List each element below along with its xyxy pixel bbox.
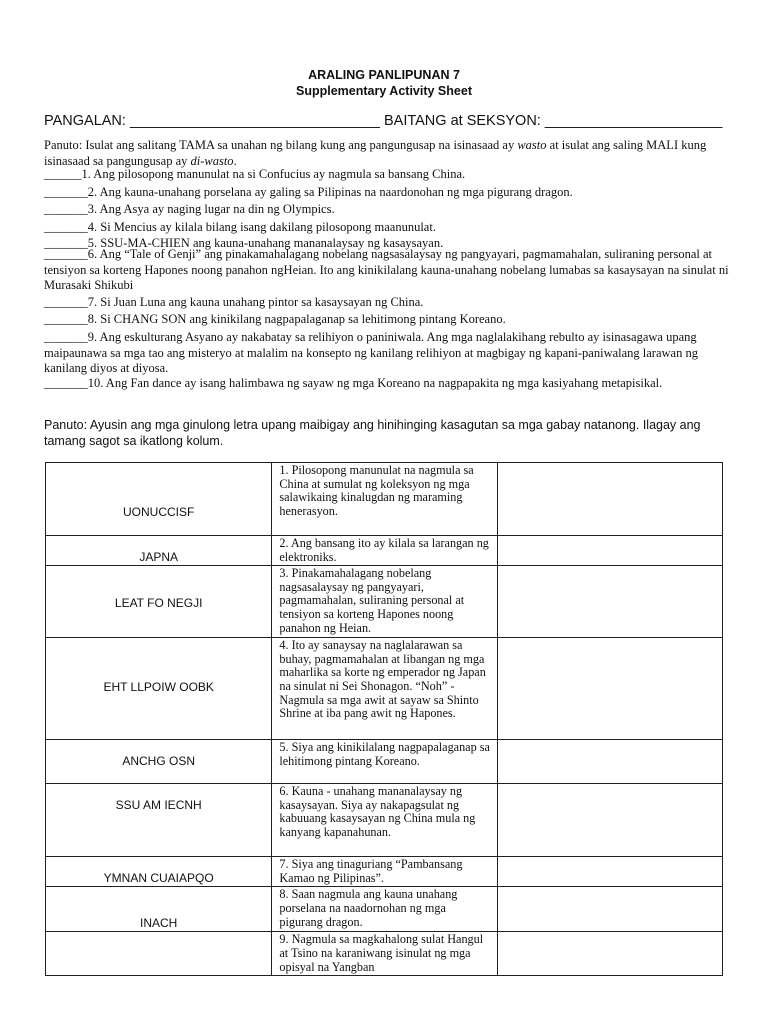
table-row — [46, 463, 723, 536]
scrambled-word-cell — [46, 784, 272, 857]
answer-cell[interactable] — [497, 566, 722, 638]
clue-cell — [272, 638, 498, 740]
true-false-item-3: _______3. Ang Asya ay naging lugar na din ng Olympics. — [44, 202, 335, 216]
clue-text: 2. Ang bansang ito ay kilala sa larangan ng elektroniks. — [279, 536, 489, 564]
scrambled-word: ANCHG OSN — [122, 754, 196, 769]
table-row — [46, 740, 723, 784]
scrambled-word: LEAT FO NEGJI — [114, 596, 203, 611]
clue-cell — [272, 887, 498, 932]
clue-cell — [272, 566, 498, 638]
clue-cell — [272, 740, 498, 784]
true-false-item-8: _______8. Si CHANG SON ang kinikilang nagpapalaganap sa lehitimong pintang Koreano. — [44, 312, 506, 326]
document-subtitle: Supplementary Activity Sheet — [296, 84, 472, 98]
clue-cell — [272, 536, 498, 566]
clue-cell — [272, 463, 498, 536]
answer-cell[interactable] — [497, 740, 722, 784]
name-section-row: PANGALAN: _______________________________ BAITANG at SEKSYON: ______________________ — [44, 113, 723, 129]
scrambled-word-cell — [46, 932, 272, 976]
part1-instruction-end: . — [233, 153, 237, 168]
clue-cell — [272, 784, 498, 857]
scrambled-word: UONUCCISF — [123, 505, 195, 519]
table-row — [46, 638, 723, 740]
scrambled-word: SSU AM IECNH — [115, 798, 202, 813]
scrambled-word: EHT LLPOIW OOBK — [103, 680, 214, 695]
answer-cell[interactable] — [497, 638, 722, 740]
scrambled-word: YMNAN CUAIAPQO — [103, 871, 214, 886]
clue-text: 9. Nagmula sa magkahalong sulat Hangul at Tsino na karaniwang isinulat ng mga opisyal na Yangban — [279, 932, 484, 974]
table-row — [46, 932, 723, 976]
true-false-item-2: _______2. Ang kauna-unahang porselana ay galing sa Pilipinas na naardonohan ng mga pigurang dragon. — [44, 185, 573, 199]
clue-text: 1. Pilosopong manunulat na nagmula sa China at sumulat ng koleksyon ng mga salawikaing kinalugdan ng maraming henerasyon. — [279, 463, 474, 518]
part1-instruction-mid: at isulat ang saling MALI kung isinasaad sa pangungusap ay — [44, 138, 707, 168]
clue-text: 4. Ito ay sanaysay na naglalarawan sa buhay, pagmamahalan at libangan ng mga maharlika sa korte ng emperador ng Japan na sinulat ni Sei Shonagon. “Noh” - Nagmula sa mga awit at sayaw sa Shinto Shrine at iba pang awit ng Hapones. — [279, 638, 486, 721]
answer-cell[interactable] — [497, 536, 722, 566]
true-false-item-10: _______10. Ang Fan dance ay isang halimbawa ng sayaw ng mga Koreano na nagpapakita ng mga kasiyahang metapisikal. — [44, 376, 663, 390]
scrambled-word-cell — [46, 463, 272, 536]
table-row — [46, 857, 723, 887]
true-false-item-7: _______7. Si Juan Luna ang kauna unahang pintor sa kasaysayan ng China. — [44, 295, 424, 309]
table-row — [46, 784, 723, 857]
answer-cell[interactable] — [497, 784, 722, 857]
answer-cell[interactable] — [497, 857, 722, 887]
scrambled-word — [46, 972, 271, 975]
true-false-item-1: ______1. Ang pilosopong manunulat na si Confucius ay nagmula sa bansang China. — [44, 167, 466, 181]
true-false-item-6: _______6. Ang “Tale of Genji” ang pinakamahalagang nobelang nagsasalaysay ng pangyayari, pagmamahalan, suliraning personal at tensiyon sa korteng Hapones noong panahon ngHeian. Ito ang kinikilalang kauna-unahang nobelang lumabas sa kasaysayan na sinulat ni Murasaki Shikubi — [44, 247, 729, 292]
true-false-item-9: _______9. Ang eskulturang Asyano ay nakabatay sa relihiyon o paniniwala. Ang mga naglalakihang rebulto ay isinasagawa upang maipaunawa sa mga tao ang misteryo at malalim na konsepto ng kanilang relihiyon at magbigay ng kapani-paniwalang larawan ng kanilang diyos at diyosa. — [44, 330, 698, 375]
true-false-item-5: _______5. SSU-MA-CHIEN ang kauna-unahang mananalaysay ng kasaysayan. — [44, 236, 444, 250]
scrambled-word-cell — [46, 536, 272, 566]
scrambled-word-cell — [46, 566, 272, 638]
true-false-item-4: _______4. Si Mencius ay kilala bilang isang dakilang pilosopong maanunulat. — [44, 220, 436, 234]
part1-instruction — [44, 138, 734, 169]
scrambled-word-cell — [46, 638, 272, 740]
clue-text: 5. Siya ang kinikilalang nagpapalaganap sa lehitimong pintang Koreano. — [279, 740, 490, 768]
clue-text: 8. Saan nagmula ang kauna unahang porselana na naadornohan ng mga pigurang dragon. — [279, 887, 458, 929]
scrambled-word: INACH — [140, 916, 178, 931]
part1-instruction-italic-2: di-wasto — [190, 153, 234, 168]
answer-cell[interactable] — [497, 932, 722, 976]
table-row — [46, 887, 723, 932]
clue-text: 3. Pinakamahalagang nobelang nagsasalaysay ng pangyayari, pagmamahalan, suliraning personal at tensiyon sa korteng Hapones noong panahon ng Heian. — [279, 566, 465, 635]
clue-text: 7. Siya ang tinaguriang “Pambansang Kamao ng Pilipinas”. — [279, 857, 463, 885]
document-title: ARALING PANLIPUNAN 7 — [308, 68, 460, 82]
table-row — [46, 536, 723, 566]
clue-text: 6. Kauna - unahang mananalaysay ng kasaysayan. Siya ay nakapagsulat ng kabuuang kasaysayan ng China mula ng kanyang kapanahunan. — [279, 784, 476, 839]
scrambled-word: JAPNA — [139, 550, 179, 565]
scrambled-word-cell — [46, 740, 272, 784]
clue-cell — [272, 857, 498, 887]
clue-cell — [272, 932, 498, 976]
part2-instruction: Panuto: Ayusin ang mga ginulong letra upang maibigay ang hinihinging kasagutan sa mga gabay natanong. Ilagay ang tamang sagot sa ikatlong kolum. — [44, 418, 701, 448]
table-row — [46, 566, 723, 638]
part1-instruction-italic: wasto — [517, 138, 547, 152]
answer-cell[interactable] — [497, 463, 722, 536]
scrambled-word-cell — [46, 857, 272, 887]
answer-cell[interactable] — [497, 887, 722, 932]
part1-instruction-text: Panuto: Isulat ang salitang TAMA sa unahan ng bilang kung ang pangungusap na isinasaad ay — [44, 138, 518, 152]
scrambled-word-table — [45, 462, 723, 976]
scrambled-word-cell — [46, 887, 272, 932]
